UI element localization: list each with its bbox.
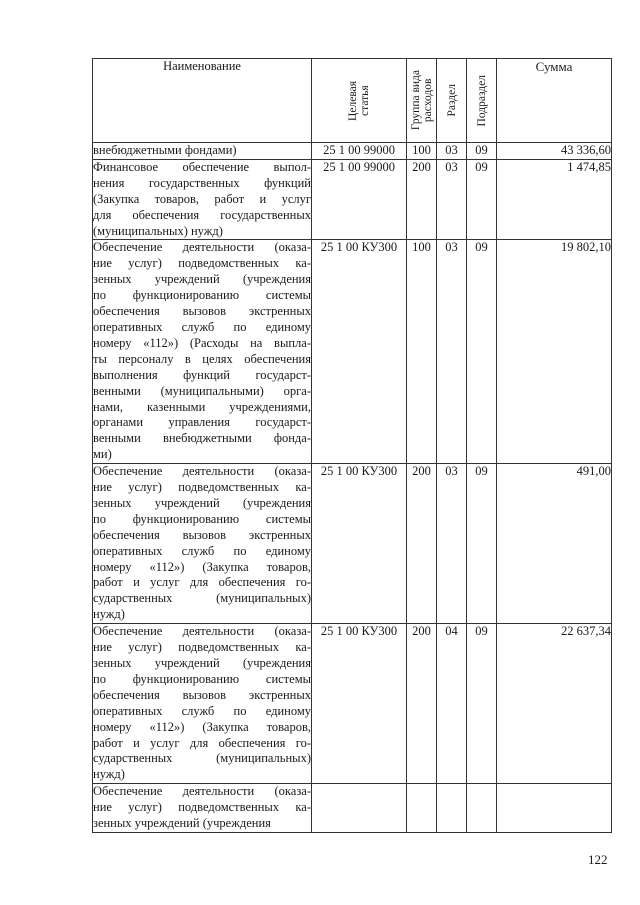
row-name-line: венными внебюджетными фонда- xyxy=(93,431,311,446)
header-group: Группа вида расходов xyxy=(407,59,437,143)
row-name-line: внебюджетными фондами) xyxy=(93,143,237,157)
row-target: 25 1 00 99000 xyxy=(312,143,407,160)
row-section: 03 xyxy=(437,143,467,160)
row-name-line: номеру «112») (Закупка товаров, xyxy=(93,719,311,734)
row-subsection: 09 xyxy=(467,159,497,240)
row-name-line: сударственных (муниципальных) xyxy=(93,751,311,766)
row-name-line: нения государственных функций xyxy=(93,175,311,190)
row-name-line: зенных учреждений (учреждения xyxy=(93,816,271,831)
row-name xyxy=(93,159,312,240)
page-number: 122 xyxy=(588,852,608,867)
row-sum: 491,00 xyxy=(497,464,612,624)
row-name-line: венными (муниципальными) орга- xyxy=(93,383,311,398)
row-name-line: работ и услуг для обеспечения го- xyxy=(93,575,311,590)
row-name-line: номеру «112») (Расходы на выпла- xyxy=(93,335,311,350)
row-group: 100 xyxy=(407,240,437,464)
row-target xyxy=(312,784,407,833)
row-name-line: зенных учреждений (учреждения xyxy=(93,272,311,287)
row-name-line: Обеспечение деятельности (оказа- xyxy=(93,624,311,639)
row-target: 25 1 00 КУ300 xyxy=(312,624,407,784)
row-target: 25 1 00 КУ300 xyxy=(312,240,407,464)
budget-table xyxy=(92,58,612,833)
row-name-line: ние услуг) подведомственных ка- xyxy=(93,800,311,815)
header-target: Целевая статья xyxy=(312,59,407,143)
row-section: 03 xyxy=(437,240,467,464)
row-sum xyxy=(497,784,612,833)
header-sum: Сумма xyxy=(497,59,612,143)
row-section: 03 xyxy=(437,464,467,624)
table-row xyxy=(93,624,612,784)
row-name xyxy=(93,240,312,464)
row-name-line: оперативных служб по единому xyxy=(93,319,311,334)
row-section: 03 xyxy=(437,159,467,240)
row-name-line: ние услуг) подведомственных ка- xyxy=(93,480,311,495)
row-target: 25 1 00 КУ300 xyxy=(312,464,407,624)
row-group xyxy=(407,784,437,833)
row-name-line: по функционированию системы xyxy=(93,511,311,526)
row-name-line: выполнения функций государст- xyxy=(93,367,311,382)
row-name-line: нами, казенными учреждениями, xyxy=(93,399,311,414)
row-name-line: номеру «112») (Закупка товаров, xyxy=(93,559,311,574)
row-section xyxy=(437,784,467,833)
table-row xyxy=(93,159,612,240)
row-name-line: ми) xyxy=(93,447,112,462)
row-name-line: (Закупка товаров, работ и услуг xyxy=(93,191,311,206)
row-name xyxy=(93,784,312,833)
row-name xyxy=(93,464,312,624)
row-name-line: по функционированию системы xyxy=(93,671,311,686)
row-name-line: Обеспечение деятельности (оказа- xyxy=(93,240,311,255)
row-name-line: зенных учреждений (учреждения xyxy=(93,495,311,510)
row-name-line: сударственных (муниципальных) xyxy=(93,591,311,606)
row-name-line: Обеспечение деятельности (оказа- xyxy=(93,464,311,479)
row-name-line: Финансовое обеспечение выпол- xyxy=(93,159,311,174)
row-group: 100 xyxy=(407,143,437,160)
row-name-line: обеспечения вызовов экстренных xyxy=(93,687,311,702)
row-group: 200 xyxy=(407,159,437,240)
row-name-line: (муниципальных) нужд) xyxy=(93,223,223,238)
row-name-line: нужд) xyxy=(93,767,125,782)
row-name-line: ние услуг) подведомственных ка- xyxy=(93,640,311,655)
row-sum: 1 474,85 xyxy=(497,159,612,240)
row-name-line: Обеспечение деятельности (оказа- xyxy=(93,784,311,799)
row-name-line: для обеспечения государственных xyxy=(93,207,311,222)
row-group: 200 xyxy=(407,624,437,784)
row-name-line: нужд) xyxy=(93,607,125,622)
table-row xyxy=(93,143,612,160)
row-name-line: органами управления государст- xyxy=(93,415,311,430)
row-name-line: оперативных служб по единому xyxy=(93,703,311,718)
header-subsection: Подраздел xyxy=(467,59,497,143)
row-group: 200 xyxy=(407,464,437,624)
header-row xyxy=(93,59,612,143)
row-subsection: 09 xyxy=(467,240,497,464)
row-section: 04 xyxy=(437,624,467,784)
row-subsection xyxy=(467,784,497,833)
header-section: Раздел xyxy=(437,59,467,143)
header-name: Наименование xyxy=(93,59,312,143)
table-row xyxy=(93,784,612,833)
table-row xyxy=(93,240,612,464)
row-name-line: обеспечения вызовов экстренных xyxy=(93,304,311,319)
row-sum: 43 336,60 xyxy=(497,143,612,160)
row-subsection: 09 xyxy=(467,624,497,784)
row-name-line: ты персоналу в целях обеспечения xyxy=(93,351,311,366)
row-subsection: 09 xyxy=(467,143,497,160)
row-target: 25 1 00 99000 xyxy=(312,159,407,240)
row-sum: 22 637,34 xyxy=(497,624,612,784)
row-name-line: обеспечения вызовов экстренных xyxy=(93,527,311,542)
row-name-line: по функционированию системы xyxy=(93,288,311,303)
row-subsection: 09 xyxy=(467,464,497,624)
row-name-line: оперативных служб по единому xyxy=(93,543,311,558)
row-name-line: ние услуг) подведомственных ка- xyxy=(93,256,311,271)
table-row xyxy=(93,464,612,624)
row-name-line: работ и услуг для обеспечения го- xyxy=(93,735,311,750)
row-name xyxy=(93,624,312,784)
row-name-line: зенных учреждений (учреждения xyxy=(93,656,311,670)
row-sum: 19 802,10 xyxy=(497,240,612,464)
row-name xyxy=(93,143,312,160)
